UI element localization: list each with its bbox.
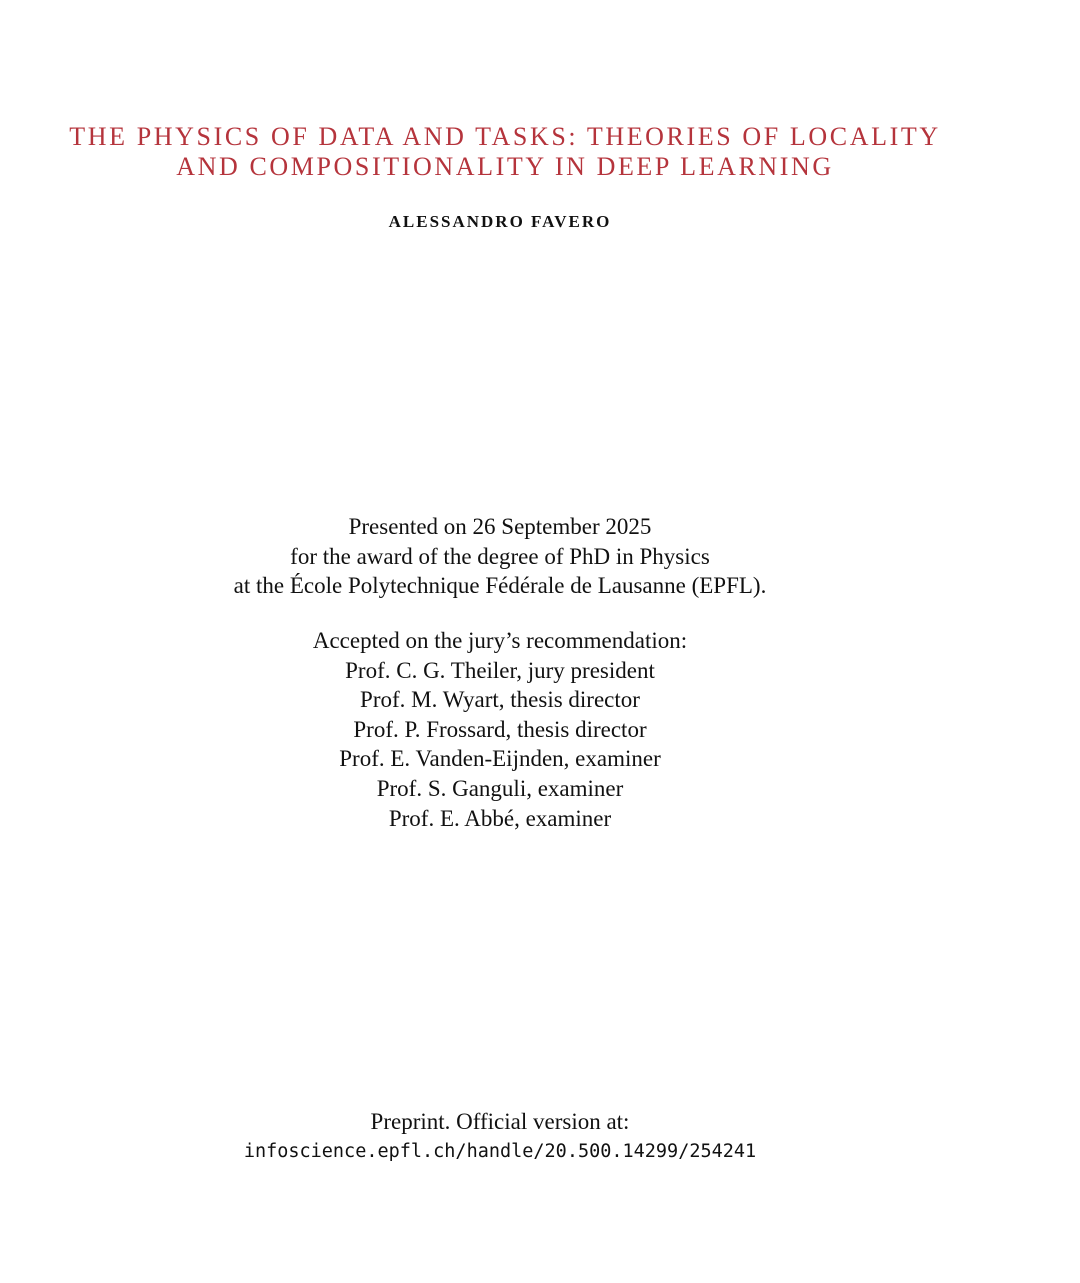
presentation-statement xyxy=(0,512,1000,601)
jury-member: Prof. C. G. Theiler, jury president xyxy=(345,657,655,683)
jury-heading: Accepted on the jury’s recommendation: xyxy=(312,628,688,653)
jury-member: Prof. E. Vanden-Eijnden, examiner xyxy=(339,746,661,772)
jury-member: Prof. S. Ganguli, examiner xyxy=(376,775,624,801)
thesis-title-line-2: AND COMPOSITIONALITY IN DEEP LEARNING xyxy=(176,152,834,181)
presented-institution: at the École Polytechnique Fédérale de Lausanne (EPFL). xyxy=(233,573,767,598)
preprint-url[interactable]: infoscience.epfl.ch/handle/20.500.14299/254241 xyxy=(243,1141,757,1162)
author-name: ALESSANDRO FAVERO xyxy=(388,212,612,231)
thesis-title xyxy=(0,122,1010,182)
jury-member: Prof. M. Wyart, thesis director xyxy=(360,687,640,713)
preprint-notice xyxy=(0,1107,1000,1167)
presented-date: Presented on 26 September 2025 xyxy=(348,514,652,539)
preprint-label: Preprint. Official version at: xyxy=(370,1109,630,1134)
presented-degree: for the award of the degree of PhD in Physics xyxy=(290,543,710,569)
jury-member: Prof. P. Frossard, thesis director xyxy=(353,716,647,742)
jury-list xyxy=(0,626,1000,833)
thesis-title-line-1: THE PHYSICS OF DATA AND TASKS: THEORIES OF LOCALITY xyxy=(69,122,941,151)
jury-member: Prof. E. Abbé, examiner xyxy=(388,805,612,831)
